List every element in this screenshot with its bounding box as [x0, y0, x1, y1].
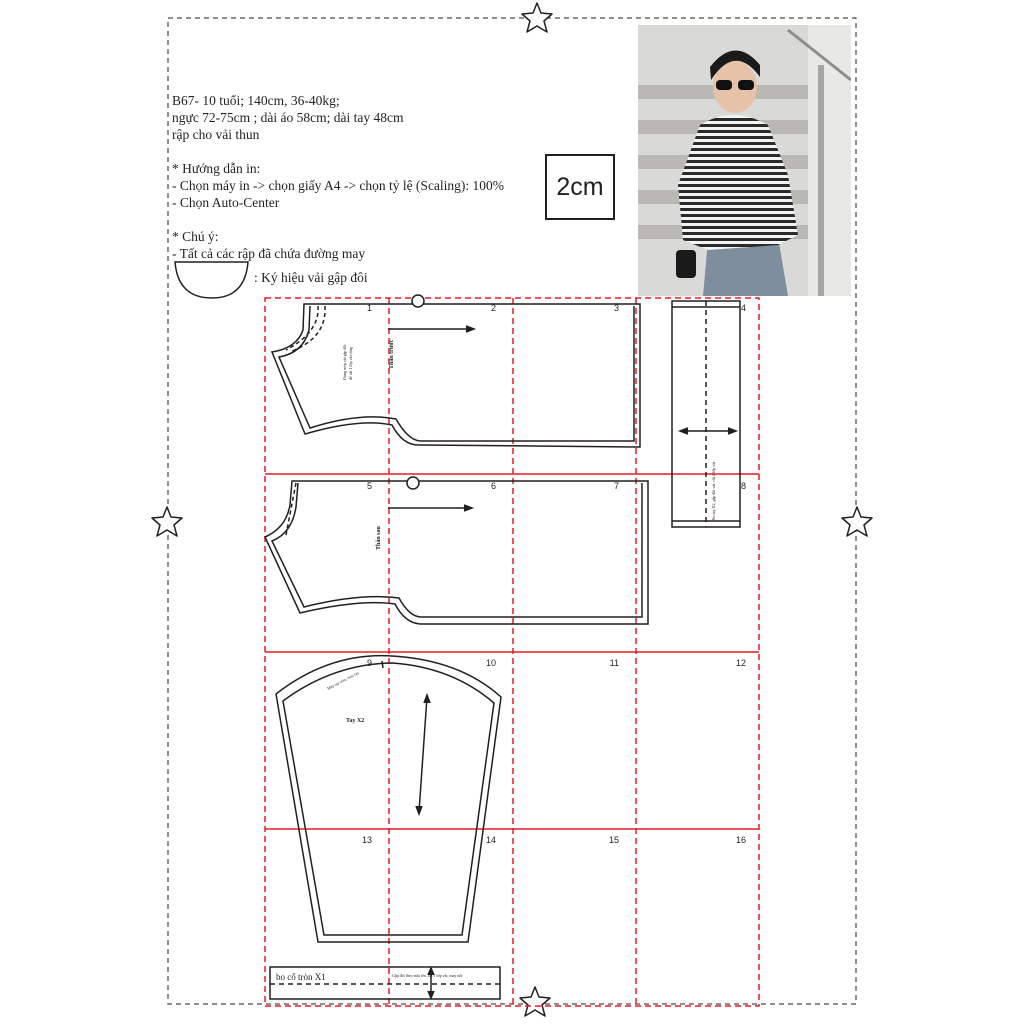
svg-text:để cắt 1 lớp vải rộng: để cắt 1 lớp vải rộng — [348, 347, 353, 380]
tile-number-5: 5 — [366, 481, 372, 491]
front-body-label: Thân trước — [389, 339, 395, 369]
fold-symbol-icon — [175, 262, 248, 298]
tile-number-15: 15 — [608, 835, 619, 845]
sleeve-label: Tay X2 — [346, 718, 365, 724]
neckband-label: bo cổ tròn X1 — [276, 972, 326, 982]
tile-number-1: 1 — [366, 303, 372, 313]
tile-number-14: 14 — [485, 835, 496, 845]
star-marker-top — [522, 3, 552, 32]
svg-text:Mép tay tròn, may tay: Mép tay tròn, may tay — [326, 669, 360, 691]
fabric-line: rập cho vải thun — [172, 127, 260, 142]
print-guide-step-2: - Chọn Auto-Center — [172, 195, 280, 210]
svg-text:Gập đôi theo mũi tên, cắt 1 lớ: Gập đôi theo mũi tên, cắt 1 lớp vải, may nối — [392, 973, 463, 978]
fold-symbol-label: : Ký hiệu vải gập đôi — [254, 270, 368, 285]
print-guide-step-1: - Chọn máy in -> chọn giấy A4 -> chọn tỷ lệ (Scaling): 100% — [172, 178, 505, 193]
svg-text:Đúng mép vải gập đôi: Đúng mép vải gập đôi — [342, 344, 347, 380]
star-marker-right — [842, 507, 872, 536]
star-marker-left — [152, 507, 182, 536]
tile-number-10: 10 — [485, 658, 496, 668]
print-guide-title: * Hướng dẫn in: — [172, 161, 261, 176]
tile-number-3: 3 — [613, 303, 619, 313]
star-marker-bottom — [520, 987, 550, 1016]
scale-check-label: 2cm — [556, 172, 604, 201]
measurements-line: ngực 72-75cm ; dài áo 58cm; dài tay 48cm — [172, 110, 404, 125]
cuff-strip-piece — [672, 301, 740, 527]
tile-number-7: 7 — [613, 481, 619, 491]
svg-text:Bo tay X2, gập đôi vải, cắt 2: Bo tay X2, gập đôi vải, cắt 2 lớp vải — [711, 462, 716, 520]
page-border — [168, 18, 856, 1004]
front-body-piece — [272, 295, 640, 447]
size-line: B67- 10 tuổi; 140cm, 36-40kg; — [172, 93, 340, 108]
note-line: - Tất cả các rập đã chứa đường may — [172, 246, 366, 261]
tile-number-11: 11 — [609, 658, 619, 668]
tile-number-13: 13 — [361, 835, 372, 845]
tile-number-4: 4 — [740, 303, 746, 313]
tile-number-6: 6 — [490, 481, 496, 491]
tile-number-9: 9 — [366, 658, 372, 668]
back-body-piece — [265, 477, 648, 624]
back-body-label: Thân sau — [376, 526, 382, 550]
tile-number-16: 16 — [735, 835, 746, 845]
tile-number-2: 2 — [490, 303, 496, 313]
tile-number-8: 8 — [740, 481, 746, 491]
tile-number-12: 12 — [735, 658, 746, 668]
note-title: * Chú ý: — [172, 229, 219, 244]
